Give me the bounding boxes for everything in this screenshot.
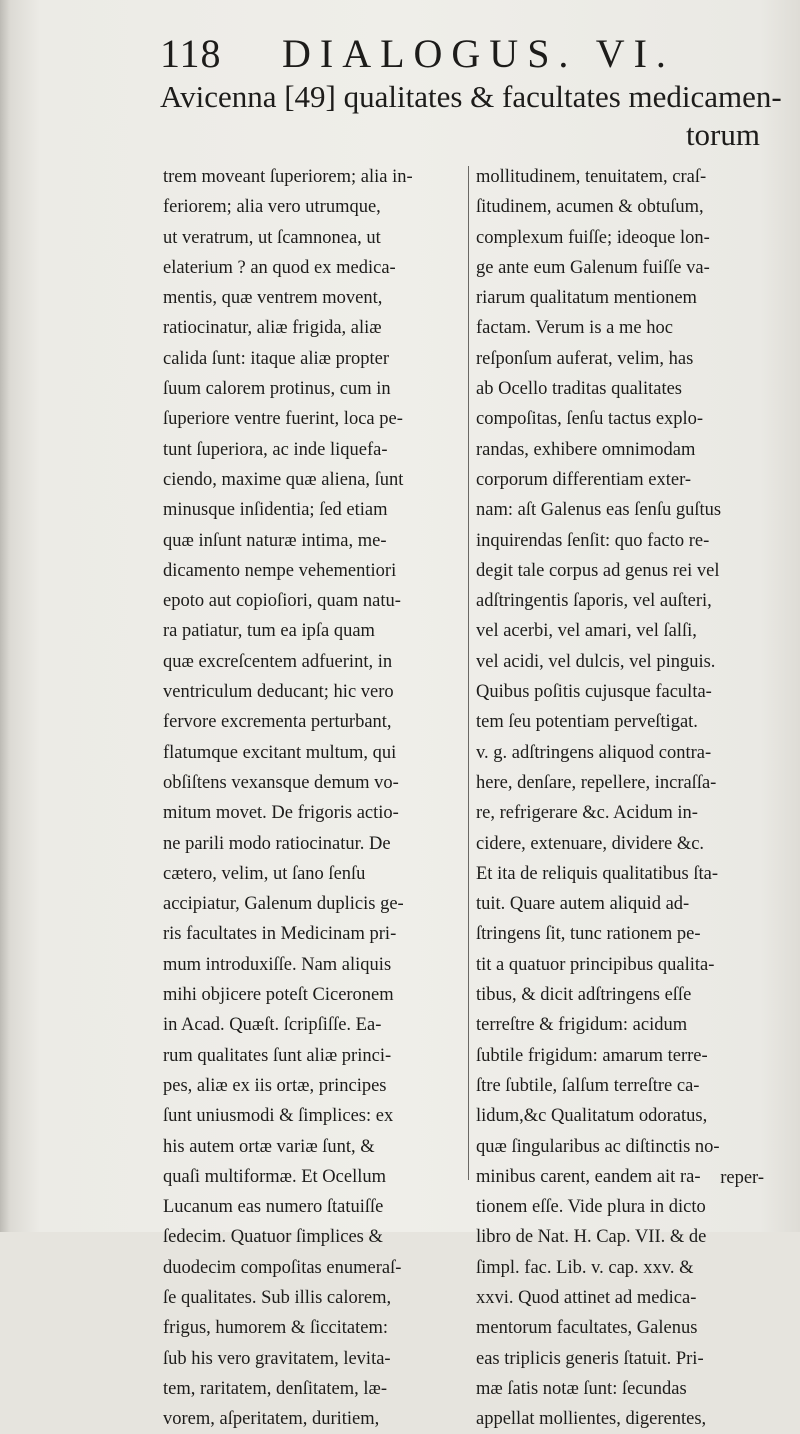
text-line: tem, raritatem, denſitatem, læ- [163, 1378, 387, 1399]
text-line: frigus, humorem & ſiccitatem: [163, 1318, 389, 1339]
catchword: reper- [720, 1168, 764, 1188]
text-line: trem moveant ſuperiorem; alia in- [163, 167, 413, 187]
text-line: nam: aſt Galenus eas ſenſu guſtus [476, 500, 722, 521]
text-line: libro de Nat. H. Cap. VII. & de [476, 1227, 707, 1248]
text-line: vorem, aſperitatem, duritiem, [163, 1409, 380, 1430]
text-line: dicamento nempe vehementiori [163, 560, 397, 581]
text-line: mihi objicere poteſt Ciceronem [163, 985, 394, 1006]
text-line: duodecim compoſitas enumeraſ- [163, 1257, 402, 1278]
text-line: ris facultates in Medicinam pri- [163, 924, 397, 945]
text-line: corporum differentiam exter- [476, 469, 692, 490]
text-line: Quibus poſitis cujusque faculta- [476, 682, 712, 703]
text-line: tuit. Quare autem aliquid ad- [476, 894, 690, 915]
text-line: terreſtre & frigidum: acidum [476, 1015, 688, 1036]
text-line: adſtringentis ſaporis, vel auſteri, [476, 591, 712, 612]
text-line: rum qualitates ſunt aliæ princi- [163, 1045, 392, 1066]
heading-line: torum [685, 117, 760, 152]
text-line: vel acerbi, vel amari, vel ſalſi, [476, 621, 697, 642]
text-line: epoto aut copioſiori, quam natu- [163, 591, 401, 612]
page-number: 118 [160, 31, 222, 76]
text-line: ratiocinatur, aliæ frigida, aliæ [163, 318, 382, 339]
heading-line: Avicenna [49] qualitates & facultates medicamen- [160, 79, 782, 114]
text-line: tit a quatuor principibus qualita- [476, 954, 715, 975]
text-line: Lucanum eas numero ſtatuiſſe [163, 1197, 384, 1218]
running-head [160, 30, 760, 78]
text-line: here, denſare, repellere, incraſſa- [476, 772, 717, 793]
text-line: tunt ſuperiora, ac inde liquefa- [163, 439, 388, 460]
text-line: ſe qualitates. Sub illis calorem, [163, 1287, 392, 1308]
text-line: ſedecim. Quatuor ſimplices & [163, 1227, 383, 1248]
running-title: DIALOGUS. VI. [282, 31, 675, 76]
text-line: in Acad. Quæſt. ſcripſiſſe. Ea- [163, 1015, 382, 1036]
text-line: feriorem; alia vero utrumque, [163, 197, 381, 218]
column-divider [468, 166, 469, 1180]
text-line: riarum qualitatum mentionem [476, 288, 697, 309]
text-line: randas, exhibere omnimodam [476, 439, 696, 460]
text-line: cidere, extenuare, dividere &c. [476, 833, 705, 854]
text-line: tibus, & dicit adſtringens eſſe [476, 985, 692, 1006]
text-line: his autem ortæ variæ ſunt, & [163, 1136, 375, 1157]
text-line: ut veratrum, ut ſcamnonea, ut [163, 227, 381, 248]
text-line: ventriculum deducant; hic vero [163, 682, 394, 703]
text-line: ſubtile frigidum: amarum terre- [476, 1045, 708, 1066]
text-line: complexum fuiſſe; ideoque lon- [476, 227, 710, 248]
text-line: factam. Verum is a me hoc [476, 318, 673, 339]
text-line: minibus carent, eandem ait ra- [476, 1166, 701, 1187]
text-line: ſuperiore ventre fuerint, loca pe- [163, 409, 403, 430]
text-line: ſitudinem, acumen & obtuſum, [476, 197, 704, 218]
text-line: mentorum facultates, Galenus [476, 1318, 698, 1339]
text-line: elaterium ? an quod ex medica- [163, 257, 396, 278]
text-line: xxvi. Quod attinet ad medica- [476, 1287, 697, 1308]
text-line: ra patiatur, tum ea ipſa quam [163, 621, 375, 642]
text-line: quæ ſingularibus ac diſtinctis no- [476, 1136, 720, 1157]
text-line: appellat mollientes, digerentes, [476, 1409, 707, 1430]
right-column [476, 162, 769, 1434]
text-line: ſtre ſubtile, ſalſum terreſtre ca- [476, 1075, 700, 1096]
text-line: ſub his vero gravitatem, levita- [163, 1348, 391, 1369]
text-line: obſiſtens vexansque demum vo- [163, 772, 399, 793]
text-line: ge ante eum Galenum fuiſſe va- [476, 257, 710, 278]
text-line: ſunt uniusmodi & ſimplices: ex [163, 1106, 394, 1127]
text-line: Et ita de reliquis qualitatibus ſta- [476, 863, 718, 884]
text-line: ciendo, maxime quæ aliena, ſunt [163, 469, 404, 490]
text-line: ſimpl. fac. Lib. v. cap. xxv. & [476, 1257, 694, 1278]
text-line: ſtringens ſit, tunc rationem pe- [476, 924, 701, 945]
text-line: tionem eſſe. Vide plura in dicto [476, 1197, 706, 1218]
text-line: compoſitas, ſenſu tactus explo- [476, 409, 704, 430]
text-line: mollitudinem, tenuitatem, craſ- [476, 167, 707, 187]
text-line: calida ſunt: itaque aliæ propter [163, 348, 390, 369]
section-heading [160, 78, 782, 154]
text-line: quæ inſunt naturæ intima, me- [163, 530, 387, 551]
text-line: fervore excrementa perturbant, [163, 712, 392, 733]
text-line: pes, aliæ ex iis ortæ, principes [163, 1075, 387, 1096]
text-line: reſponſum auferat, velim, has [476, 348, 694, 369]
text-line: ſuum calorem protinus, cum in [163, 379, 391, 400]
text-line: eas triplicis generis ſtatuit. Pri- [476, 1348, 704, 1369]
text-line: accipiatur, Galenum duplicis ge- [163, 894, 404, 915]
text-line: vel acidi, vel dulcis, vel pinguis. [476, 651, 716, 672]
text-line: quæ excreſcentem adfuerint, in [163, 651, 393, 672]
text-line: re, refrigerare &c. Acidum in- [476, 803, 698, 824]
text-line: minusque inſidentia; ſed etiam [163, 500, 388, 521]
text-line: degit tale corpus ad genus rei vel [476, 560, 720, 581]
text-line: lidum,&c Qualitatum odoratus, [476, 1106, 708, 1127]
text-line: cætero, velim, ut ſano ſenſu [163, 863, 366, 884]
text-line: mitum movet. De frigoris actio- [163, 803, 399, 824]
text-line: mum introduxiſſe. Nam aliquis [163, 954, 392, 975]
text-line: mæ ſatis notæ ſunt: ſecundas [476, 1378, 687, 1399]
text-line: quaſi multiformæ. Et Ocellum [163, 1166, 386, 1187]
text-line: v. g. adſtringens aliquod contra- [476, 742, 712, 763]
left-column [163, 162, 465, 1434]
text-line: mentis, quæ ventrem movent, [163, 288, 383, 309]
text-line: ne parili modo ratiocinatur. De [163, 833, 391, 854]
text-line: ab Ocello traditas qualitates [476, 379, 682, 400]
text-line: inquirendas ſenſit: quo facto re- [476, 530, 710, 551]
text-line: flatumque excitant multum, qui [163, 742, 397, 763]
text-line: tem ſeu potentiam perveſtigat. [476, 712, 698, 733]
